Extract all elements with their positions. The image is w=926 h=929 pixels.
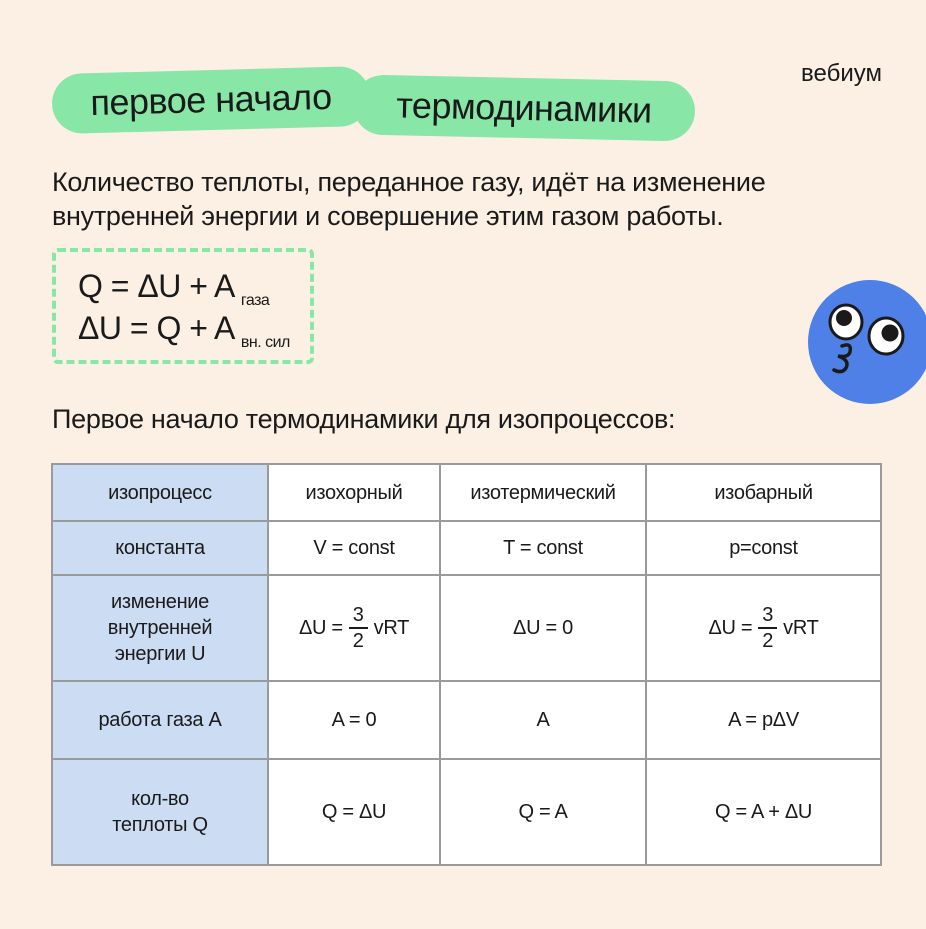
header-process: изопроцесс [52, 464, 268, 521]
title-pill-1 [51, 66, 370, 134]
cell-constant-isochoric: V = const [268, 521, 440, 575]
row-label-energy: изменение внутренней энергии U [52, 575, 268, 681]
energy-isochoric-right: vRT [373, 617, 410, 639]
table-row-header [52, 464, 881, 521]
fraction-denominator: 2 [758, 627, 777, 653]
blue-whistling-face-icon [806, 276, 926, 404]
energy-isobaric-right: vRT [783, 617, 819, 639]
header-isochoric: изохорный [268, 464, 440, 521]
cell-energy-isobaric [646, 575, 881, 681]
table-row-heat [52, 759, 881, 865]
header-isobaric: изобарный [646, 464, 881, 521]
cell-heat-isochoric: Q = ΔU [268, 759, 440, 865]
title-part-1: первое начало [89, 75, 333, 124]
formula-2-main: ΔU = Q + A [78, 310, 235, 346]
intro-text: Количество теплоты, переданное газу, идёт на изменение внутренней энергии и совершение этим газом работы. [52, 167, 766, 231]
row-label-work: работа газа A [52, 681, 268, 759]
cell-constant-isobaric: p=const [646, 521, 881, 575]
cell-heat-isobaric: Q = A + ΔU [646, 759, 881, 865]
table-heading: Первое начало термодинамики для изопроцессов: [52, 404, 676, 434]
cell-work-isochoric: A = 0 [268, 681, 440, 759]
cell-constant-isothermal: T = const [440, 521, 646, 575]
fraction [758, 603, 777, 653]
formula-line-2 [78, 310, 290, 351]
formula-2-subscript: вн. сил [240, 334, 290, 351]
table-row-constant [52, 521, 881, 575]
title-pill-2 [352, 74, 695, 141]
formula-1-subscript: газа [240, 292, 270, 309]
fraction-numerator: 3 [352, 604, 364, 626]
cell-work-isobaric: A = pΔV [646, 681, 881, 759]
cell-heat-isothermal: Q = A [440, 759, 646, 865]
isoprocess-table [51, 463, 882, 866]
cell-energy-isochoric [268, 575, 440, 681]
formula-box [52, 248, 314, 364]
row-label-heat: кол-во теплоты Q [52, 759, 268, 865]
table-row-work [52, 681, 881, 759]
energy-isobaric-left: ΔU = [708, 617, 753, 639]
row-label-constant: константа [52, 521, 268, 575]
fraction-numerator: 3 [762, 604, 774, 626]
formula-line-1 [78, 268, 270, 309]
energy-isochoric-left: ΔU = [298, 617, 343, 639]
cell-work-isothermal: A [440, 681, 646, 759]
fraction [349, 603, 368, 653]
table-row-energy [52, 575, 881, 681]
cell-energy-isothermal: ΔU = 0 [440, 575, 646, 681]
header-isothermal: изотермический [440, 464, 646, 521]
brand-logo: вебиум [801, 60, 882, 87]
title-part-2: термодинамики [395, 84, 653, 131]
formula-1-main: Q = ΔU + A [78, 268, 235, 304]
fraction-denominator: 2 [349, 627, 368, 653]
